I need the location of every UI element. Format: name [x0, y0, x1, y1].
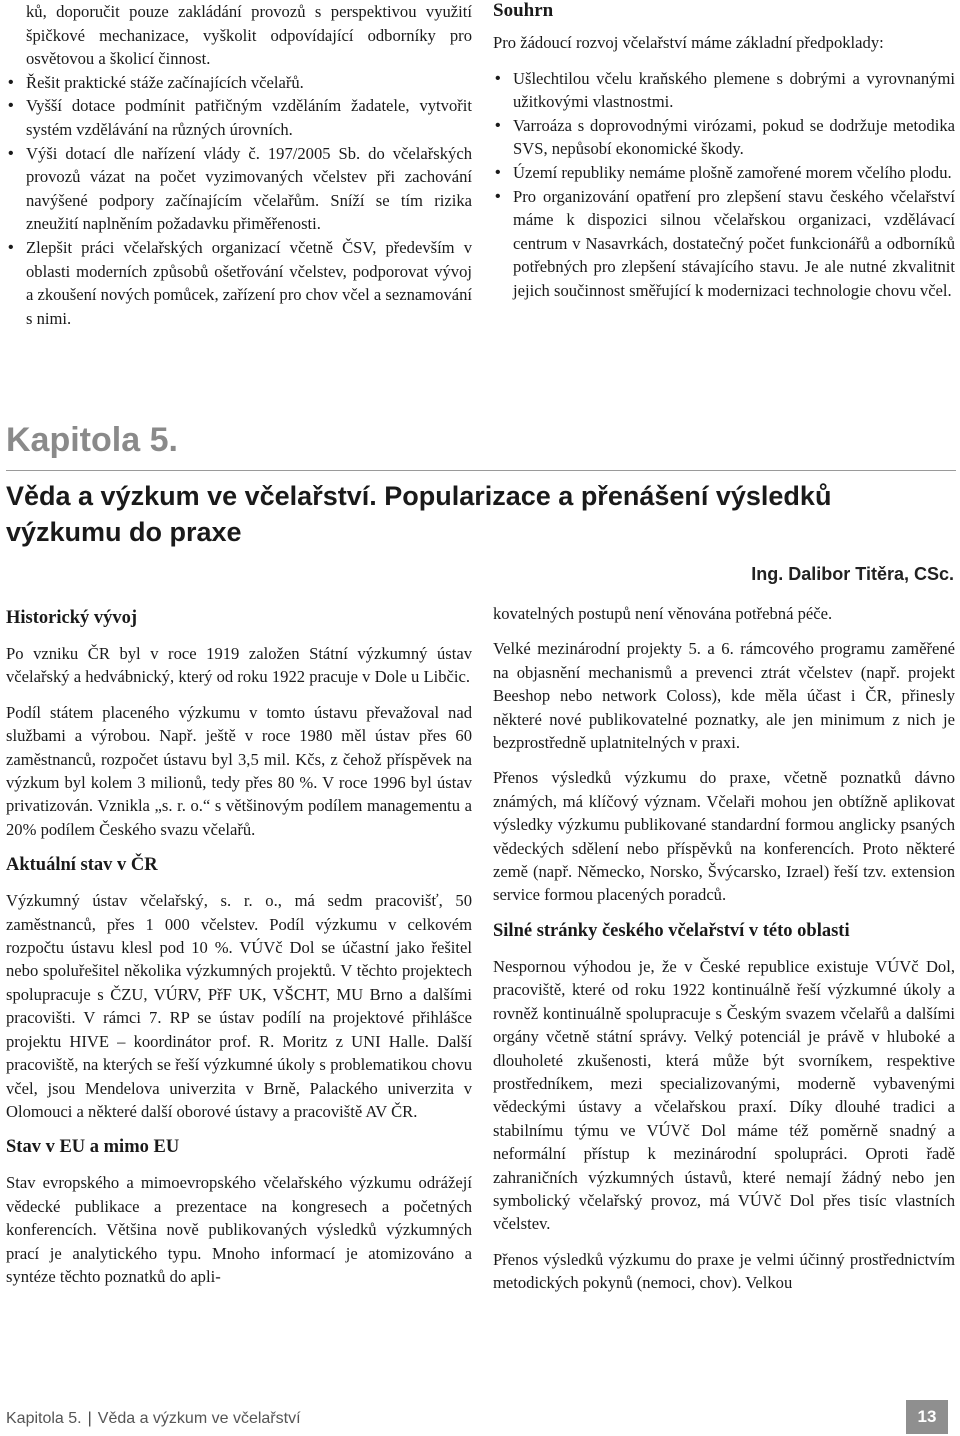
top-left-column	[6, 0, 472, 330]
paragraph: Po vzniku ČR byl v roce 1919 založen Státní výzkumný ústav včelařský a hedvábnický, který od roku 1922 pracuje v Dole u Libčic.	[6, 644, 472, 687]
list-item: • Zlepšit práci včelařských organizací včetně ČSV, především v oblasti moderních způsobů ošetřování včelstev, podporovat vývoj a zkoušení nových pomůcek, zařízení pro chov včel a seznamování s nimi.	[6, 236, 472, 330]
section-heading-current-state: Aktuální stav v ČR	[6, 855, 158, 876]
list-item: ků, doporučit pouze zakládání provozů s perspektivou využití špičkové mechanizace, vyškolit odpovídající odborníky pro osvětovou a školicí činnost.	[26, 2, 472, 69]
list-item: • Ušlechtilou včelu kraňského plemene s dobrými a vyrovnanými užitkovými vlastnostmi.	[493, 67, 955, 114]
footer-chapter: Kapitola 5.	[6, 1410, 82, 1427]
recommendations-list	[6, 0, 472, 330]
paragraph: Nespornou výhodou je, že v České republice existuje VÚVč Dol, pracoviště, které od roku 1922 kontinuálně řeší výzkumné úkoly a rovněž kontinuálně spolupracuje s Českým svazem včelařů a dalšími orgány včetně státní správy. Velký potenciál je právě v hluboké a dlouholeté zkušenosti, která může být svorníkem, respektive prostředníkem, mezi specializovanými, moderně vybavenými vědeckými ústavy a včelařskou praxí. Díky dlouhé tradici a stabilnímu týmu ve VÚVč Dol máme též poměrně snadný a neformální přístup k mezinárodní spolupráci. Oproti řadě zahraničních výzkumných ústavů, které nemají žádný nebo jen symbolický včelařský provoz, má VÚVč Dol přes tisíc vlastních včelstev.	[493, 956, 955, 1234]
section-heading-eu: Stav v EU a mimo EU	[6, 1137, 180, 1158]
paragraph: Velké mezinárodní projekty 5. a 6. rámcového programu zaměřené na objasnění mechanismů a prevenci ztrát včelstev (např. projekt Beeshop nebo network Coloss), kde měla účast i ČR, přinesly některé nové publikovatelné poznatky, ale jen minimum z nich je bezprostředně uplatnitelných v praxi.	[493, 639, 955, 753]
author-name: Ing. Dalibor Titěra, CSc.	[751, 564, 954, 584]
list-item: • Řešit praktické stáže začínajících včelařů.	[6, 71, 472, 95]
summary-column	[493, 0, 955, 303]
footer-section: Věda a výzkum ve včelařství	[97, 1410, 301, 1427]
paragraph: Stav evropského a mimoevropského včelařského výzkumu odrážejí vědecké publikace a prezentace na kongresech a početných konferencích. Většina nově publikovaných výsledků výzkumných prací je analytického typu. Mnoho informací je atomizováno a syntéze těchto poznatků do apli-	[6, 1173, 472, 1286]
chapter-label: Kapitola 5.	[6, 421, 178, 459]
summary-list	[493, 67, 955, 303]
body-left-column	[6, 602, 472, 1300]
list-item: • Vyšší dotace podmínit patřičným vzděláním žadatele, vytvořit systém vzdělávání na různých úrovních.	[6, 94, 472, 141]
list-item: • Území republiky nemáme plošně zamořené morem včelího plodu.	[493, 161, 955, 185]
footer-separator: |	[87, 1410, 92, 1427]
paragraph: Výzkumný ústav včelařský, s. r. o., má sedm pracovišť, 50 zaměstnanců, přes 1 000 včelstev. Podíl výzkumu v celkovém rozpočtu ústavu klesl pod 10 %. VÚVč Dol se účastní jako řešitel nebo spoluřešitel několika výzkumných projektů. V těchto projektech spolupracuje s ČZU, VÚRV, PřF UK, VŠCHT, MU Brno a dalšími pracovišti. V rámci 7. RP se ústav podílí na projektové přihlášce projektu HIVE – koordinátor prof. R. Moritz z UNI Halle. Další pracoviště, na kterých se řeší výzkumné úkoly s problematikou chovu včel, jsou Mendelova univerzita v Brně, Palackého univerzita v Olomouci a některé další oborové ústavy a pracoviště AV ČR.	[6, 891, 472, 1121]
paragraph: Přenos výsledků výzkumu do praxe je velmi účinný prostřednictvím metodických pokynů (nemoci, chov). Velkou	[493, 1249, 955, 1293]
paragraph: Podíl státem placeného výzkumu v tomto ústavu převažoval nad službami a výrobou. Např. ještě v roce 1980 měl ústav přes 60 zaměstnanců, rozpočet ústavu byl 3,5 mil. Kčs, z čehož příspěvek na výzkum byl kolem 3 milionů, tedy přes 80 %. V roce 1996 byl ústav privatizován. Vznikla „s. r. o.“ s většinovým podílem managementu a 20% podílem Českého svazu včelařů.	[6, 702, 472, 839]
running-footer	[6, 1408, 301, 1430]
summary-heading: Souhrn	[493, 0, 554, 21]
page-footer	[6, 1404, 960, 1430]
page-number: 13	[906, 1400, 948, 1434]
summary-intro: Pro žádoucí rozvoj včelařství máme základní předpoklady:	[493, 33, 884, 52]
list-item: • Varroáza s doprovodnými virózami, pokud se dodržuje metodika SVS, nepůsobí ekonomické škody.	[493, 114, 955, 161]
paragraph: Přenos výsledků výzkumu do praxe, včetně poznatků dávno známých, má klíčový význam. Včelaři mohou jen obtížně aplikovat výsledky výzkumu publikované standardní formou anglicky psaných vědeckých sdělení nebo příspěvků na konferencích. Proto některé země (např. Německo, Norsko, Švýcarsko, Izrael) řeší tzv. extension service formou placených poradců.	[493, 768, 955, 905]
list-item: • Pro organizování opatření pro zlepšení stavu českého včelařství máme k dispozici silnou včelařskou organizaci, vzdělávací centrum v Nasavrkách, dostatečný počet funkcionářů a odborníků potřebných pro zlepšení stávajícího stavu. Je ale nutné zkvalitnit jejich součinnost směřující k modernizaci technologie chovu včel.	[493, 185, 955, 303]
section-heading-history: Historický vývoj	[6, 608, 138, 628]
section-heading-strengths: Silné stránky českého včelařství v této oblasti	[493, 920, 850, 941]
paragraph: kovatelných postupů není věnována potřebná péče.	[493, 604, 833, 623]
body-right-column	[493, 602, 955, 1307]
list-item: • Výši dotací dle nařízení vlády č. 197/2005 Sb. do včelařských provozů vázat na počet vyzimovaných včelstev při zachování navýšené podpory začínajícím včelařům. Sníží se tím rizika zneužití naplněním požadavku přiměřenosti.	[6, 142, 472, 236]
chapter-title: Věda a výzkum ve včelařství. Popularizace a přenášení výsledků výzkumu do praxe	[6, 481, 832, 547]
chapter-divider	[6, 470, 956, 471]
